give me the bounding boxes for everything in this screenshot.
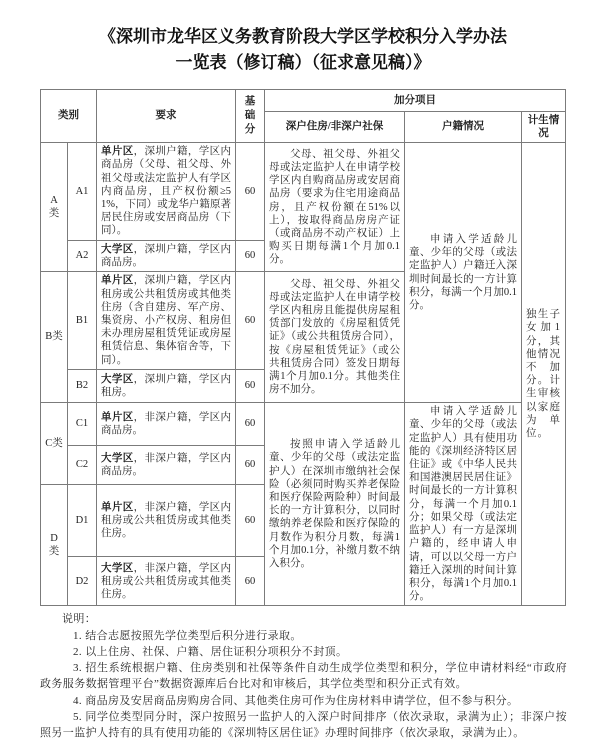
base-score-cell: 60 <box>236 370 265 403</box>
category-b-cell: B类 <box>41 272 68 403</box>
header-housing: 深户住房/非深户社保 <box>265 111 405 142</box>
requirement-cell <box>97 557 236 606</box>
requirement-cell <box>97 143 236 241</box>
subcategory-cell: D2 <box>68 557 97 606</box>
requirement-rest: ，深圳户籍，学区内商品房（父母、祖父母、外祖父母或法定监护人有学区内商品房，且产权份额≥51%，下同）或龙华户籍原著居民住房或安居商品房（下同）。 <box>101 146 232 237</box>
category-c-cell: C类 <box>41 403 68 485</box>
requirement-lead: 大学区 <box>101 243 134 255</box>
requirement-rest: ，非深户籍，学区内商品房。 <box>101 452 232 478</box>
category-d-cell: D类 <box>41 485 68 606</box>
notes-section <box>40 611 567 741</box>
base-score-cell: 60 <box>236 403 265 446</box>
base-score-cell: 60 <box>236 272 265 370</box>
requirement-cell <box>97 446 236 485</box>
bonus-household-cd-cell: 申请入学适龄儿童、少年的父母（或法定监护人）具有使用功能的《深圳经济特区居住证》或《中华人民共和国港澳居民居住证》时间最长的一方计算积分，每满一个月加0.1分；如果父母（或法定监护人）有一方是深圳户籍的，经申请人申请，可以以父母一方户籍迁入深圳的时间计算积分，每满1个月加0.1分。 <box>405 403 522 606</box>
base-score-label: 基础分 <box>244 95 256 135</box>
subcategory-cell: B1 <box>68 272 97 370</box>
header-family-planning: 计生情况 <box>522 111 566 142</box>
notes-label: 说明： <box>62 613 97 626</box>
base-score-cell: 60 <box>236 557 265 606</box>
requirement-cell <box>97 272 236 370</box>
subcategory-cell: C2 <box>68 446 97 485</box>
subcategory-cell: A1 <box>68 143 97 241</box>
note-item-5: 5. 同学位类型同分时，深户按照另一监护人的入深户时间排序（依次录取，录满为止）；非深户按照另一监护人持有的具有使用功能的《深圳特区居住证》办理时间排序（依次录取，录满为止）。 <box>40 710 567 740</box>
requirement-lead: 单片区 <box>101 275 134 287</box>
requirement-rest: ，深圳户籍，学区内租房。 <box>101 373 232 399</box>
admission-points-table <box>40 89 566 607</box>
requirement-rest: ，深圳户籍，学区内商品房。 <box>101 243 232 268</box>
base-score-cell: 60 <box>236 143 265 241</box>
subcategory-cell: B2 <box>68 370 97 403</box>
requirement-cell <box>97 240 236 271</box>
requirement-cell <box>97 370 236 403</box>
bonus-housing-a-cell: 父母、祖父母、外祖父母或法定监护人在申请学校学区内自购商品房或安居商品房（要求为住宅用途商品房，且产权份额在51%以上），按取得商品房房产证（或商品房不动产权证）上购买日期每满1个月加0.1分。 <box>265 143 405 272</box>
base-score-cell: 60 <box>236 446 265 485</box>
header-base-score <box>236 89 265 142</box>
base-score-cell: 60 <box>236 485 265 557</box>
bonus-household-ab-cell: 申请入学适龄儿童、少年的父母（或法定监护人）户籍迁入深圳时间最长的一方计算积分，每满一个月加0.1分。 <box>405 143 522 403</box>
note-item-3: 3. 招生系统根据户籍、住房类别和社保等条件自动生成学位类型和积分，学位申请材料经“市政府政务服务数据管理平台”数据资源库后台比对和审核后，其学位类型和积分正式有效。 <box>40 662 567 691</box>
bonus-social-insurance-cd-cell: 按照申请入学适龄儿童、少年的父母（或法定监护人）在深圳市缴纳社会保险（必须同时购买养老保险和医疗保险两险种）时间最长的一方计算积分，以同时缴纳养老保险和医疗保险的月数作为积分月数，每满1个月加0.1分，补缴月数不纳入积分。 <box>265 403 405 606</box>
base-score-cell: 60 <box>236 240 265 271</box>
note-item-2: 2. 以上住房、社保、户籍、居住证积分项积分不封顶。 <box>73 645 348 658</box>
page-title: 《深圳市龙华区义务教育阶段大学区学校积分入学办法一览表（修订稿）（征求意见稿）》 <box>99 27 507 73</box>
requirement-cell <box>97 485 236 557</box>
requirement-rest: ，非深户籍，学区内租房或公共租赁房或其他类住房。 <box>101 562 232 600</box>
requirement-cell <box>97 403 236 446</box>
requirement-rest: ，非深户籍，学区内商品房。 <box>101 411 232 437</box>
requirement-lead: 单片区 <box>101 411 134 423</box>
header-household: 户籍情况 <box>405 111 522 142</box>
requirement-lead: 单片区 <box>101 146 134 158</box>
table-row-c1 <box>41 403 566 446</box>
note-item-4: 4. 商品房及安居商品房购房合同、其他类住房可作为住房材料申请学位，但不参与积分。 <box>73 694 519 707</box>
subcategory-cell: A2 <box>68 240 97 271</box>
subcategory-cell: C1 <box>68 403 97 446</box>
table-row-a1 <box>41 143 566 241</box>
requirement-lead: 单片区 <box>101 501 134 513</box>
header-category: 类别 <box>41 89 97 142</box>
requirement-rest: ，非深户籍，学区内租房或公共租赁房或其他类住房。 <box>101 501 232 540</box>
requirement-lead: 大学区 <box>101 562 134 574</box>
header-bonus-group: 加分项目 <box>265 89 566 111</box>
header-row-1 <box>41 89 566 111</box>
requirement-lead: 大学区 <box>101 452 134 464</box>
subcategory-cell: D1 <box>68 485 97 557</box>
requirement-rest: ，深圳户籍，学区内租房或公共租赁房或其他类住房（含自建房、军产房、集资房、小产权房、租房但未办理房屋租赁凭证或房屋租赁信息、集体宿舍等，下同）。 <box>101 275 232 366</box>
bonus-housing-b-cell: 父母、祖父母、外祖父母或法定监护人在申请学校学区内租房且能提供房屋租赁部门发放的《房屋租赁凭证》（或公共租赁房合同），按《房屋租赁凭证》（或公共租赁房合同）签发日期每满1个月加0.1分。其他类住房不加分。 <box>265 272 405 403</box>
requirement-lead: 大学区 <box>101 373 134 385</box>
header-requirement: 要求 <box>97 89 236 142</box>
category-a-cell: A类 <box>41 143 68 272</box>
note-item-1: 1. 结合志愿按照先学位类型后积分进行录取。 <box>73 629 302 642</box>
bonus-family-planning-cell: 独生子女加1分，其他情况不加分。计生审核以家庭为单位。 <box>522 143 566 606</box>
